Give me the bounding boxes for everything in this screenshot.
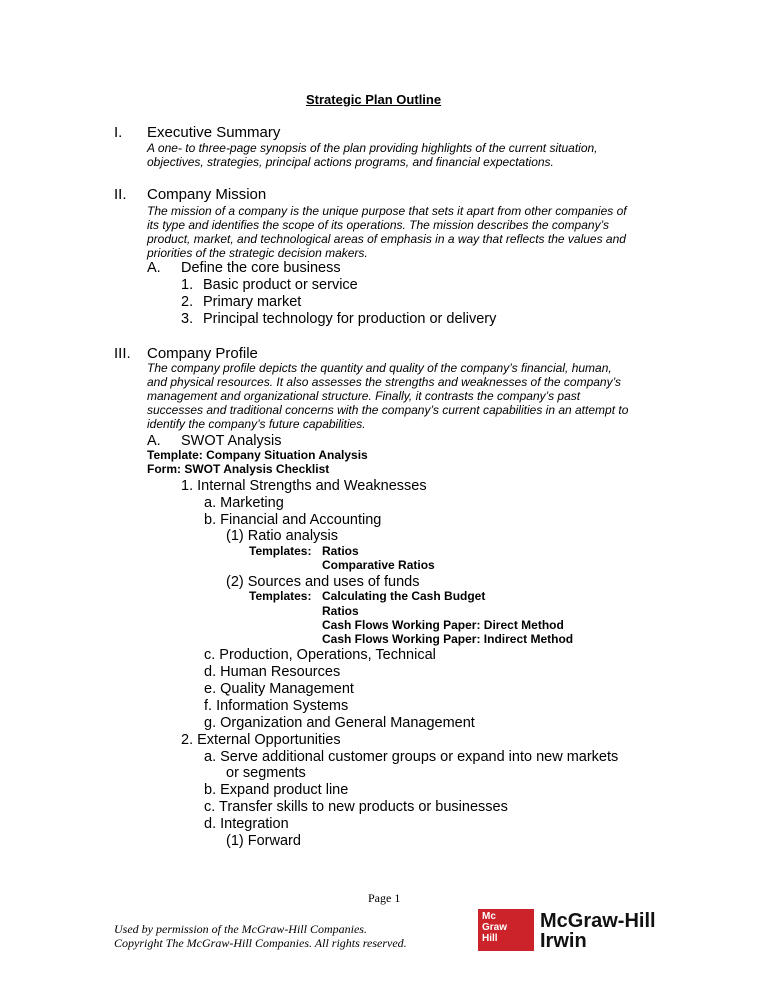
section-3-desc-line: management and organizational structure. Finally, it contrasts the company’s past	[147, 389, 581, 403]
template-name: Calculating the Cash Budget	[322, 589, 486, 603]
section-2-desc-line: The mission of a company is the unique purpose that sets it apart from other companies of	[147, 204, 627, 218]
form-line: Form: SWOT Analysis Checklist	[147, 462, 330, 476]
list-item: a. Serve additional customer groups or expand into new markets	[204, 749, 619, 765]
section-2-desc-line: product, market, and technological areas of emphasis in a way that reflects the values and	[147, 232, 626, 246]
section-2-sub-a-text: Define the core business	[181, 260, 341, 276]
list-item: f. Information Systems	[204, 698, 349, 714]
mcgraw-hill-logo-icon: Mc Graw Hill	[478, 909, 534, 951]
list-item: Principal technology for production or delivery	[203, 311, 497, 327]
template-name: Ratios	[322, 604, 359, 618]
list-item-number: 2.	[181, 294, 194, 310]
list-item: g. Organization and General Management	[204, 715, 475, 731]
section-2-heading: Company Mission	[147, 186, 267, 203]
template-name: Cash Flows Working Paper: Direct Method	[322, 618, 564, 632]
section-3-desc-line: The company profile depicts the quantity and quality of the company’s financial, human,	[147, 361, 612, 375]
section-2-sub-a-label: A.	[147, 260, 161, 276]
list-item: (1) Ratio analysis	[226, 528, 339, 544]
section-3-heading: Company Profile	[147, 345, 258, 362]
logo-line-2: Irwin	[540, 930, 587, 952]
logo-line-1: McGraw-Hill	[540, 910, 656, 932]
internal-heading: 1. Internal Strengths and Weaknesses	[181, 478, 427, 494]
list-item: a. Marketing	[204, 495, 284, 511]
section-2-desc-line: priorities of the strategic decision makers.	[147, 246, 368, 260]
section-2-desc-line: its type and identifies the scope of its operations. The mission describes the company’s	[147, 218, 610, 232]
copyright-note: Copyright The McGraw-Hill Companies. All rights reserved.	[114, 936, 407, 950]
list-item: c. Transfer skills to new products or businesses	[204, 799, 508, 815]
list-item: d. Human Resources	[204, 664, 341, 680]
list-item: b. Expand product line	[204, 782, 349, 798]
section-3-desc-line: successes and traditional concerns with the company’s current capabilities in an attempt to	[147, 403, 629, 417]
page-number: Page 1	[368, 891, 401, 905]
template-name: Ratios	[322, 544, 359, 558]
section-3-desc-line: and physical resources. It also assesses the strengths and weaknesses of the company’s	[147, 375, 622, 389]
template-name: Comparative Ratios	[322, 558, 435, 572]
list-item: (2) Sources and uses of funds	[226, 574, 420, 590]
list-item-number: 3.	[181, 311, 194, 327]
template-line: Template: Company Situation Analysis	[147, 448, 368, 462]
list-item: b. Financial and Accounting	[204, 512, 382, 528]
section-1-desc-line: A one- to three-page synopsis of the plan providing highlights of the current situation,	[147, 141, 598, 155]
section-2-number: II.	[114, 186, 127, 203]
list-item: (1) Forward	[226, 833, 301, 849]
list-item: Basic product or service	[203, 277, 358, 293]
permission-note: Used by permission of the McGraw-Hill Companies.	[114, 922, 367, 936]
list-item: c. Production, Operations, Technical	[204, 647, 436, 663]
list-item-continued: or segments	[226, 765, 306, 781]
section-3-desc-line: identify the company’s future capabilities.	[147, 417, 366, 431]
templates-label: Templates:	[249, 589, 312, 603]
list-item: Primary market	[203, 294, 302, 310]
template-name: Cash Flows Working Paper: Indirect Method	[322, 632, 574, 646]
list-item-number: 1.	[181, 277, 194, 293]
section-1-desc-line: objectives, strategies, principal actions programs, and financial expectations.	[147, 155, 554, 169]
list-item: e. Quality Management	[204, 681, 354, 697]
section-3-sub-a-label: A.	[147, 433, 161, 449]
external-heading: 2. External Opportunities	[181, 732, 341, 748]
section-3-number: III.	[114, 345, 131, 362]
list-item: d. Integration	[204, 816, 289, 832]
templates-label: Templates:	[249, 544, 312, 558]
page-title: Strategic Plan Outline	[306, 92, 442, 107]
section-1-heading: Executive Summary	[147, 124, 281, 141]
section-1-number: I.	[114, 124, 123, 141]
section-3-sub-a-text: SWOT Analysis	[181, 433, 282, 449]
